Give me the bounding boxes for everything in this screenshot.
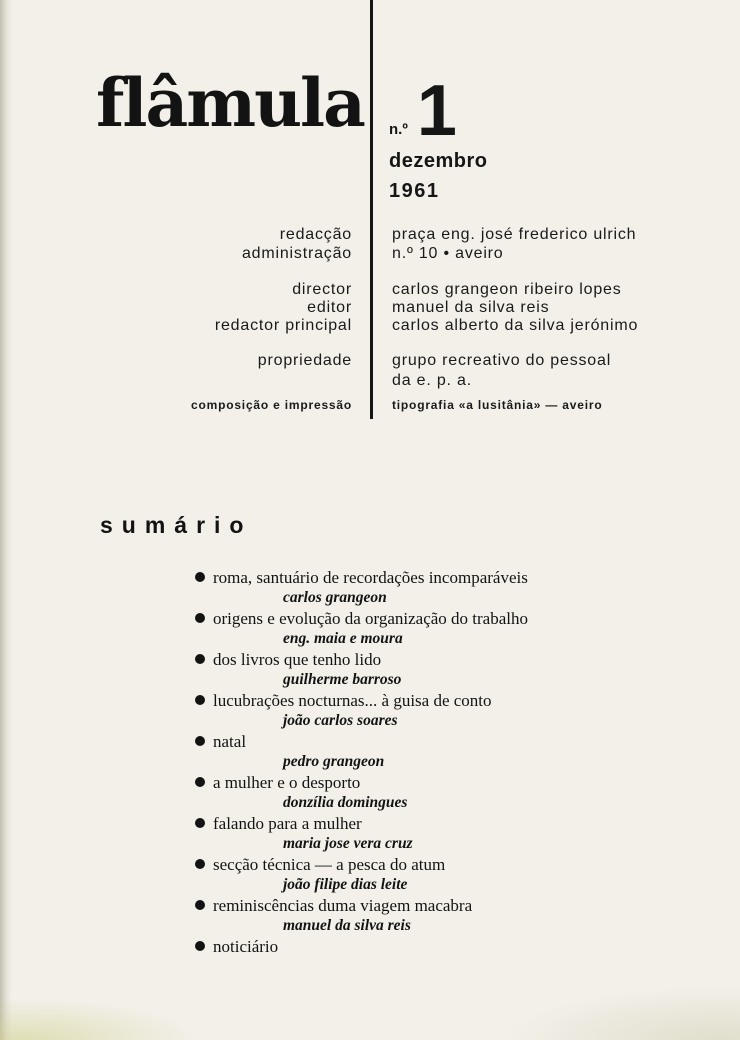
toc-title: secção técnica — a pesca do atum xyxy=(213,855,446,874)
toc-title: noticiário xyxy=(213,937,279,956)
summary-heading: sumário xyxy=(100,512,253,538)
toc-title-line xyxy=(195,649,685,670)
credit-value: da e. p. a. xyxy=(392,372,472,389)
credit-value: tipografia «a lusitânia» — aveiro xyxy=(392,398,603,412)
toc-author: guilherme barroso xyxy=(283,671,402,688)
toc-title-line xyxy=(195,567,685,588)
toc-title: reminiscências duma viagem macabra xyxy=(213,896,473,915)
credits-group-redaccao xyxy=(0,225,740,263)
magazine-title: flâmula xyxy=(96,64,364,142)
bullet-icon xyxy=(195,859,205,869)
credit-label: propriedade xyxy=(257,352,352,369)
credit-label: administração xyxy=(241,245,352,262)
scan-smudge-bottom-right xyxy=(500,985,740,1040)
toc-title-line xyxy=(195,854,685,875)
toc-author: joão carlos soares xyxy=(283,712,398,729)
toc-title: lucubrações nocturnas... à guisa de conto xyxy=(213,691,492,710)
credit-values xyxy=(392,281,740,335)
credit-value: carlos grangeon ribeiro lopes xyxy=(392,281,622,298)
bullet-icon xyxy=(195,613,205,623)
issue-number-row xyxy=(389,71,487,151)
toc-title-line xyxy=(195,772,685,793)
toc-author: maria jose vera cruz xyxy=(283,835,413,852)
toc-title-line xyxy=(195,731,685,752)
toc-title-line xyxy=(195,608,685,629)
toc-title: roma, santuário de recordações incomparáveis xyxy=(213,568,528,587)
toc-item xyxy=(195,649,685,690)
issue-block xyxy=(389,71,488,203)
bullet-icon xyxy=(195,777,205,787)
credit-value: carlos alberto da silva jerónimo xyxy=(392,317,639,334)
credits-group-direccao xyxy=(0,281,740,335)
credit-label: editor xyxy=(307,299,352,316)
toc-author: manuel da silva reis xyxy=(283,917,411,934)
issue-number: 1 xyxy=(416,71,456,151)
issue-month: dezembro xyxy=(389,150,488,172)
toc-item xyxy=(195,731,685,772)
credit-label: composição e impressão xyxy=(191,398,352,412)
credit-label: director xyxy=(292,281,352,298)
credit-labels xyxy=(0,398,352,413)
toc-author: donzília domingues xyxy=(283,794,408,811)
bullet-icon xyxy=(195,900,205,910)
credit-label: redactor principal xyxy=(214,317,352,334)
bullet-icon xyxy=(195,736,205,746)
credits-group-impressao xyxy=(0,398,740,413)
credit-labels xyxy=(0,225,352,263)
credit-value: grupo recreativo do pessoal xyxy=(392,352,612,369)
bullet-icon xyxy=(195,654,205,664)
bullet-icon xyxy=(195,818,205,828)
credit-values xyxy=(392,398,740,413)
credit-label: redacção xyxy=(279,226,352,243)
toc-item xyxy=(195,854,685,895)
scan-smudge-bottom-left xyxy=(0,998,200,1040)
toc-item xyxy=(195,813,685,854)
toc-item xyxy=(195,772,685,813)
page-edge-shadow xyxy=(0,0,12,1040)
toc-author: pedro grangeon xyxy=(283,753,385,770)
toc-title-line xyxy=(195,813,685,834)
table-of-contents xyxy=(195,567,685,957)
toc-item xyxy=(195,936,685,957)
toc-author: joão filipe dias leite xyxy=(283,876,408,893)
toc-item xyxy=(195,690,685,731)
toc-title: origens e evolução da organização do trabalho xyxy=(213,609,528,628)
toc-title-line xyxy=(195,690,685,711)
issue-number-label: n.º xyxy=(389,121,408,138)
toc-title-line xyxy=(195,936,685,957)
issue-year: 1961 xyxy=(389,180,440,202)
toc-title: natal xyxy=(213,732,247,751)
toc-item xyxy=(195,567,685,608)
bullet-icon xyxy=(195,695,205,705)
bullet-icon xyxy=(195,572,205,582)
toc-title: falando para a mulher xyxy=(213,814,362,833)
credit-values xyxy=(392,225,740,263)
toc-title: a mulher e o desporto xyxy=(213,773,361,792)
credit-labels xyxy=(0,281,352,335)
toc-author: carlos grangeon xyxy=(283,589,387,606)
credit-value: manuel da silva reis xyxy=(392,299,550,316)
credit-value: praça eng. josé frederico ulrich xyxy=(392,226,637,243)
credit-values xyxy=(392,351,740,391)
credits-group-propriedade xyxy=(0,351,740,391)
toc-title: dos livros que tenho lido xyxy=(213,650,382,669)
toc-item xyxy=(195,608,685,649)
bullet-icon xyxy=(195,941,205,951)
credit-labels xyxy=(0,351,352,391)
toc-item xyxy=(195,895,685,936)
toc-title-line xyxy=(195,895,685,916)
credit-value: n.º 10 • aveiro xyxy=(392,245,504,262)
toc-author: eng. maia e moura xyxy=(283,630,403,647)
